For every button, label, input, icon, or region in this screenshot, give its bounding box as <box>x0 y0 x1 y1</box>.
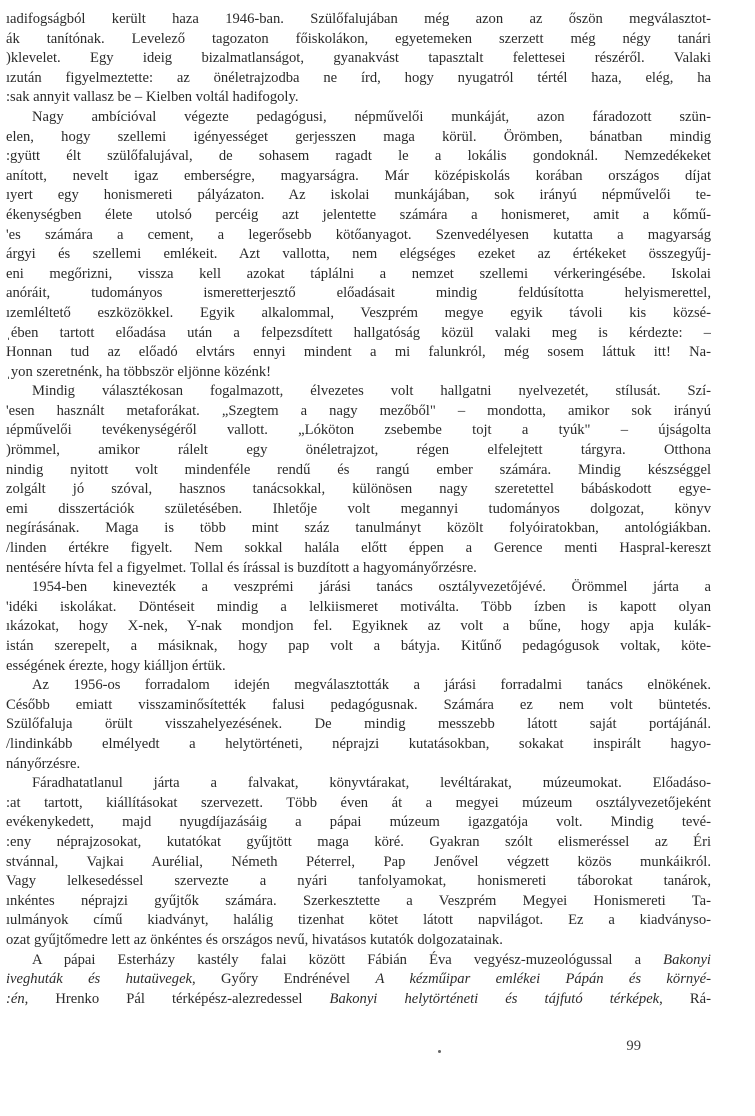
text-line <box>6 990 711 1010</box>
text-line <box>6 617 711 637</box>
text-segment: Az 1956-os forradalom idején megválasztották a járási forradalmi tanács elnökének. <box>32 677 711 694</box>
text-line <box>6 911 711 931</box>
text-line <box>6 421 711 441</box>
text-segment: ızemléltető eszközökkel. Egyik alkalommal, Veszprém megye egyik távoli kis közsé- <box>6 304 711 321</box>
text-line <box>6 539 711 559</box>
text-segment: Césőbb emiatt visszaminősítették falusi pedagógusnak. Számára ez nem volt büntetés. <box>6 696 711 713</box>
text-segment: :gyütt élt szülőfalujával, de sohasem ragadt le a lokális gondoknál. Nemzedékeket <box>6 148 711 165</box>
italic-title: Bakonyi helytörténeti és tájfutó térképek <box>329 990 660 1007</box>
text-line <box>6 970 711 990</box>
text-segment: Vagy lelkesedéssel szervezte a nyári tanfolyamokat, honismereti táborokat tanárok, <box>6 873 711 890</box>
text-segment: nányőrzésre. <box>6 755 81 772</box>
text-line <box>6 49 711 69</box>
text-line <box>6 10 711 30</box>
text-line <box>6 715 711 735</box>
text-segment: 'esen használt metaforákat. „Szegtem a nagy mezőből" – mondotta, amikor sok irányú <box>6 402 711 419</box>
text-line <box>6 343 711 363</box>
text-line <box>6 167 711 187</box>
text-segment: Nagy ambícióval végezte pedagógusi, népművelői munkáját, azon fáradozott szün- <box>32 108 711 125</box>
text-line <box>6 794 711 814</box>
text-line <box>6 480 711 500</box>
text-line <box>6 519 711 539</box>
scan-speck <box>438 1050 441 1053</box>
text-line <box>6 813 711 833</box>
text-line <box>6 206 711 226</box>
text-line <box>6 735 711 755</box>
text-segment: ékenységben élete utolsó percéig azt jelentette számára a honismeret, amit a kőmű- <box>6 206 711 223</box>
text-segment: Mindig választékosan fogalmazott, élvezetes volt hallgatni nyelvezetét, stílusát. Szí- <box>32 383 711 400</box>
page-number: 99 <box>626 1038 641 1054</box>
text-segment: ınkéntes néprajzi gyűjtők számára. Szerkesztette a Veszprém Megyei Honismereti Ta- <box>6 892 711 909</box>
text-line <box>6 461 711 481</box>
text-line <box>6 833 711 853</box>
italic-title: :én <box>6 990 25 1007</box>
text-segment: :eny néprajzosokat, kutatókat gyűjtött maga köré. Gyakran szólt elismeréssel az Éri <box>6 833 711 850</box>
text-segment: , Rá- <box>659 990 711 1007</box>
text-line <box>6 559 711 579</box>
text-line <box>6 30 711 50</box>
text-segment: /lindinkább elmélyedt a helytörténeti, néprajzi kutatásokban, sokakat inspirált hagyo- <box>6 735 711 752</box>
text-segment: )klevelet. Egy ideig bizalmatlanságot, gyanakvást tapasztalt felettesei részéről. Valaki <box>6 50 711 67</box>
text-line <box>6 931 711 951</box>
italic-title: Bakonyi <box>663 951 711 968</box>
text-segment: ıyert egy honismereti pályázaton. Az iskolai munkájában, sok irányú népművelői te- <box>6 187 711 204</box>
text-line <box>6 128 711 148</box>
text-segment: 'idéki iskolákat. Döntéseit mindig a lelkiismeret motiválta. Több ízben is kapott olyan <box>6 598 711 615</box>
text-segment: evékenykedett, majd nyugdíjazásáig a pápai múzeum igazgatója volt. Mindig tevé- <box>6 814 711 831</box>
text-segment: ıulmányok című kiadványt, halálig tizenhat kötet látott napvilágot. Ez a kiadványso- <box>6 912 711 929</box>
text-segment: elen, hogy szellemi igényességet gerjesszen maga körül. Örömben, bánatban mindig <box>6 128 711 145</box>
text-line <box>6 304 711 324</box>
text-line <box>6 657 711 677</box>
text-segment: , Győry Endrénével <box>192 971 376 988</box>
text-line <box>6 265 711 285</box>
text-segment: :at tartott, kiállításokat szervezett. Több éven át a megyei múzeum osztályvezetőjeként <box>6 794 711 811</box>
text-line <box>6 637 711 657</box>
text-line <box>6 284 711 304</box>
text-line <box>6 382 711 402</box>
text-line <box>6 578 711 598</box>
text-line <box>6 951 711 971</box>
text-segment: istán szerepelt, a másiknak, hogy pap volt a bátyja. Kitűnő pedagógusok voltak, köte- <box>6 638 711 654</box>
text-segment: ˌyon szeretnénk, ha többször eljönne közénk! <box>6 363 272 380</box>
text-line <box>6 226 711 246</box>
text-line <box>6 147 711 167</box>
text-line <box>6 755 711 775</box>
text-segment: stvánnal, Vajkai Aurélial, Németh Péterrel, Pap Jenővel végzett közös munkáikról. <box>6 853 711 870</box>
text-segment: , Hrenko Pál térképész-alezredessel <box>24 990 330 1007</box>
text-line <box>6 892 711 912</box>
text-line <box>6 324 711 344</box>
text-line <box>6 676 711 696</box>
text-line <box>6 69 711 89</box>
text-segment: anóráit, tudományos ismeretterjesztő előadásait mindig feldúsította helyismerettel, <box>6 285 711 302</box>
text-segment: nindig nyitott volt mindenféle rendű és rangú ember számára. Mindig készséggel <box>6 461 711 478</box>
text-line <box>6 245 711 265</box>
text-line <box>6 774 711 794</box>
text-line <box>6 363 711 383</box>
text-segment: A pápai Esterházy kastély falai között Fábián Éva vegyész-muzeológussal a <box>32 951 664 968</box>
text-segment: nentésére hívta fel a figyelmet. Tollal és írással is buzdított a hagyományőrzésre. <box>6 559 477 576</box>
text-line <box>6 696 711 716</box>
italic-title: iveghuták és hutaüvegek <box>6 971 193 988</box>
text-line <box>6 441 711 461</box>
text-segment: Szülőfalujа örült visszahelyezésének. De mindig messzebb látott saját portájánál. <box>6 716 711 733</box>
text-line <box>6 598 711 618</box>
text-segment: ızután figyelmeztette: az önéletrajzodba ne írd, hogy nyugatról tértél haza, elég, ha <box>6 69 711 86</box>
text-line <box>6 500 711 520</box>
text-segment: ıépművelői tevékenységéről vallott. „Lóköton zsebembe tojt a tyúk" – újságolta <box>6 422 711 439</box>
text-line <box>6 88 711 108</box>
italic-title: A kézműipar emlékei Pápán és környé- <box>375 971 711 988</box>
text-segment: negírásának. Maga is több mint száz tanulmányt közölt folyóiratokban, antológiákban. <box>6 520 711 537</box>
text-line <box>6 402 711 422</box>
text-segment: zolgált jó szóval, hasznos tanácsokkal, különösen nagy szeretettel bábáskodott egye- <box>6 481 711 498</box>
text-segment: 'es számára a cement, a legerősebb kötőanyagot. Szenvedélyesen kutatta a magyarság <box>6 226 711 243</box>
text-segment: árgyi és szellemi emlékeit. Azt vallotta, nem elégséges ezeket az értékeket összegyűj- <box>6 246 711 263</box>
text-segment: ˌében tartott előadása után a felpezsdített hallgatóság közül valaki meg is kérdezte: – <box>6 324 711 341</box>
text-segment: anított, nevelt igaz emberségre, magyarságra. Már középiskolás korában országos díjat <box>6 167 711 184</box>
text-segment: ıadifogságból került haza 1946-ban. Szülőfalujában még azon az őszön megválasztot- <box>6 11 711 27</box>
text-segment: :sak annyit vallasz be – Kielben voltál hadifogoly. <box>6 89 299 106</box>
text-segment: Fáradhatatlanul járta a falvakat, könyvtárakat, levéltárakat, múzeumokat. Előadáso- <box>32 775 711 792</box>
text-segment: ák tanítónak. Levelező tagozaton főiskolákon, egyetemeken szerzett még négy tanári <box>6 30 711 47</box>
text-segment: ességének érezte, hogy kiálljon értük. <box>6 657 226 674</box>
text-line <box>6 853 711 873</box>
text-segment: ıkázokat, hogy X-nek, Y-nak mondjon fel. Egyiknek az volt a bűne, hogy apja kulák- <box>6 618 711 635</box>
text-segment: ozat gyűjtőmedre lett az önkéntes és országos nevű, hivatásos kutatók dolgozatainak. <box>6 931 503 948</box>
text-line <box>6 108 711 128</box>
text-segment: emi disszertációk születésében. Ihletője volt megannyi tudományos dolgozat, könyv <box>6 500 711 517</box>
text-segment: eni megőrizni, vissza kell azokat táplálni a nemzet szellemi vérkeringésébe. Iskolai <box>6 265 711 282</box>
text-segment: /linden értékre figyelt. Nem sokkal halála előtt éppen a Gerence menti Haspral-kereszt <box>6 540 711 557</box>
body-text <box>6 10 711 1009</box>
text-line <box>6 186 711 206</box>
text-segment: )römmel, amikor rálelt egy önéletrajzot, régen elfelejtett tárgyra. Otthona <box>6 442 711 459</box>
text-line <box>6 872 711 892</box>
text-segment: 1954-ben kinevezték a veszprémi járási tanács osztályvezetőjévé. Örömmel járta a <box>32 579 711 596</box>
text-segment: Honnan tud az előadó elvtárs ennyi mindent a mi falunkról, még sosem láttuk itt! Na- <box>6 344 711 361</box>
